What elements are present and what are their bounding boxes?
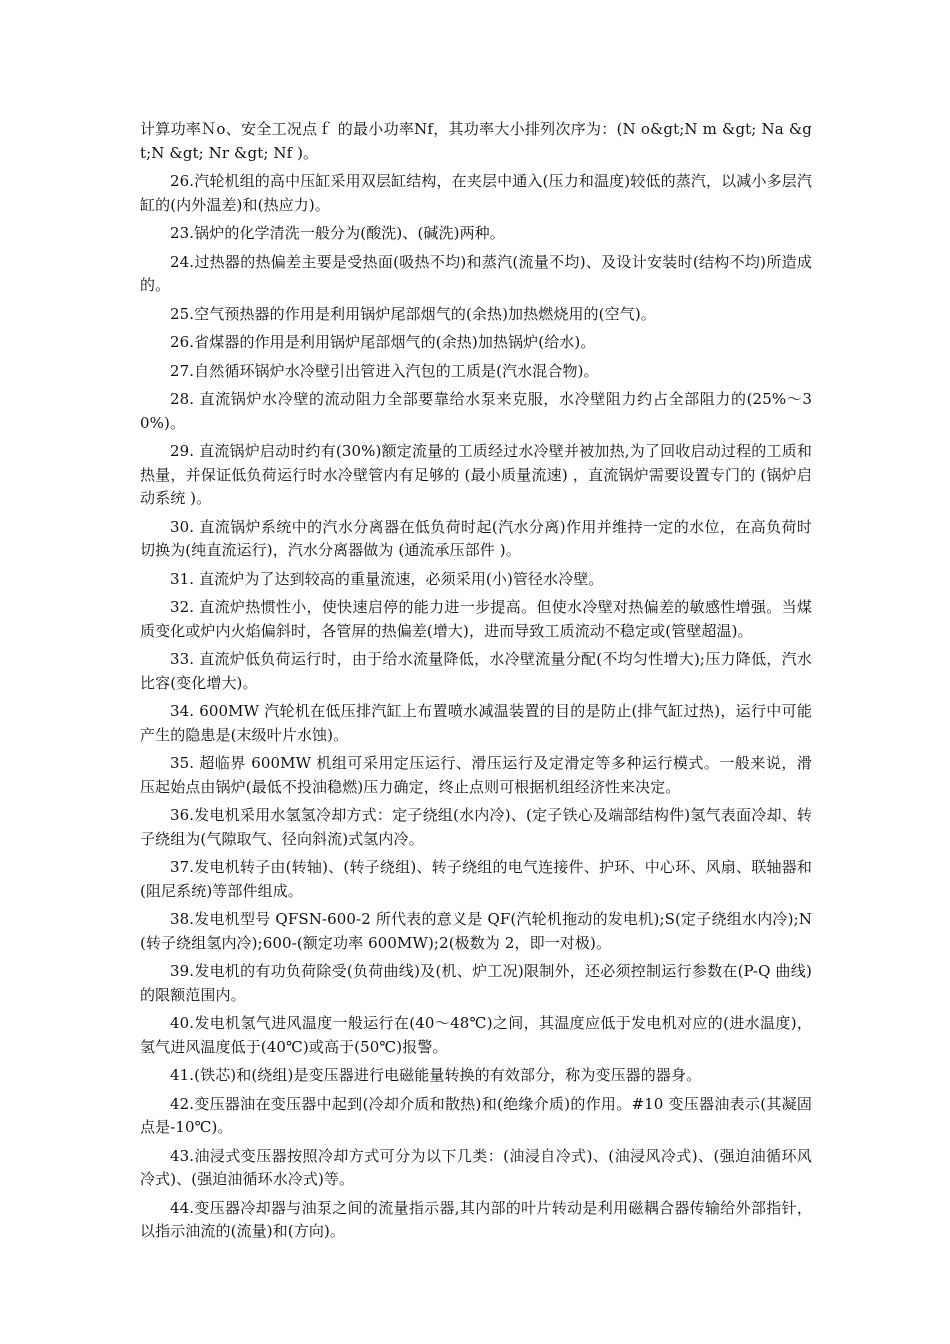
paragraph: 35. 超临界 600MW 机组可采用定压运行、滑压运行及定滑定等多种运行模式。一般来说，滑压起始点由锅炉(最低不投油稳燃)压力确定，终止点则可根据机组经济性来决定。 [140,754,812,796]
paragraph: 27.自然循环锅炉水冷壁引出管进入汽包的工质是(汽水混合物)。 [170,361,599,380]
paragraph: 计算功率Ｎo、安全工况点ｆ 的最小功率Nf，其功率大小排列次序为：(N o&gt;N m &gt; Na &gt;N &gt; Nr &gt; Nf )。 [140,120,812,162]
paragraph: 26.省煤器的作用是利用锅炉尾部烟气的(余热)加热锅炉(给水)。 [170,333,596,351]
paragraph: 26.汽轮机组的高中压缸采用双层缸结构，在夹层中通入(压力和温度)较低的蒸汽，以减小多层汽缸的(内外温差)和(热应力)。 [140,172,812,214]
paragraph: 24.过热器的热偏差主要是受热面(吸热不均)和蒸汽(流量不均)、及设计安装时(结构不均)所造成的。 [140,252,812,294]
paragraph: 38.发电机型号 QFSN-600-2 所代表的意义是 QF(汽轮机拖动的发电机);S(定子绕组水内冷);N(转子绕组氢内冷);600-(额定功率 600MW);2(极数为 2，即一对极)。 [140,910,812,952]
paragraph: 32. 直流炉热惯性小，使快速启停的能力进一步提高。但使水冷壁对热偏差的敏感性增强。当煤质变化或炉内火焰偏斜时，各管屏的热偏差(增大)，进而导致工质流动不稳定或(管壁超温)。 [140,598,812,640]
paragraph: 39.发电机的有功负荷除受(负荷曲线)及(机、炉工况)限制外，还必须控制运行参数在(P-Q 曲线)的限额范围内。 [140,962,812,1004]
paragraph: 30. 直流锅炉系统中的汽水分离器在低负荷时起(汽水分离)作用并维持一定的水位，在高负荷时切换为(纯直流运行)，汽水分离器做为 (通流承压部件 )。 [140,517,812,559]
paragraph: 28. 直流锅炉水冷壁的流动阻力全部要靠给水泵来克服，水冷壁阻力约占全部阻力的(25%～30%)。 [140,390,812,432]
paragraph: 34. 600MW 汽轮机在低压排汽缸上布置喷水减温装置的目的是防止(排气缸过热)，运行中可能产生的隐患是(末级叶片水蚀)。 [140,702,812,744]
document-page [140,118,812,1249]
paragraph: 31. 直流炉为了达到较高的重量流速，必须采用(小)管径水冷壁。 [170,569,604,588]
paragraph: 29. 直流锅炉启动时约有(30%)额定流量的工质经过水冷壁并被加热,为了回收启动过程的工质和热量，并保证低负荷运行时水冷壁管内有足够的 (最小质量流速) ，直流锅炉需要设置专门的 (锅炉启动系统 )。 [140,442,812,507]
paragraph: 23.锅炉的化学清洗一般分为(酸洗)、(碱洗)两种。 [170,224,505,242]
paragraph: 37.发电机转子由(转轴)、(转子绕组)、转子绕组的电气连接件、护环、中心环、风扇、联轴器和(阻尼系统)等部件组成。 [140,858,812,900]
paragraph: 25.空气预热器的作用是利用锅炉尾部烟气的(余热)加热燃烧用的(空气)。 [170,304,656,323]
paragraph: 44.变压器冷却器与油泵之间的流量指示器,其内部的叶片转动是利用磁耦合器传输给外部指针，以指示油流的(流量)和(方向)。 [140,1198,812,1240]
paragraph: 36.发电机采用水氢氢冷却方式：定子绕组(水内冷)、(定子铁心及端部结构件)氢气表面冷却、转子绕组为(气隙取气、径向斜流)式氢内冷。 [140,806,812,848]
paragraph: 33. 直流炉低负荷运行时，由于给水流量降低，水冷壁流量分配(不均匀性增大);压力降低，汽水比容(变化增大)。 [140,650,812,692]
paragraph: 42.变压器油在变压器中起到(冷却介质和散热)和(绝缘介质)的作用。#10 变压器油表示(其凝固点是-10℃)。 [140,1094,812,1136]
paragraph: 43.油浸式变压器按照冷却方式可分为以下几类：(油浸自冷式)、(油浸风冷式)、(强迫油循环风冷式)、(强迫油循环水冷式)等。 [140,1146,812,1188]
paragraph: 40.发电机氢气进风温度一般运行在(40～48℃)之间，其温度应低于发电机对应的(进水温度)，氢气进风温度低于(40℃)或高于(50℃)报警。 [140,1014,812,1056]
paragraph: 41.(铁芯)和(绕组)是变压器进行电磁能量转换的有效部分，称为变压器的器身。 [170,1066,702,1084]
